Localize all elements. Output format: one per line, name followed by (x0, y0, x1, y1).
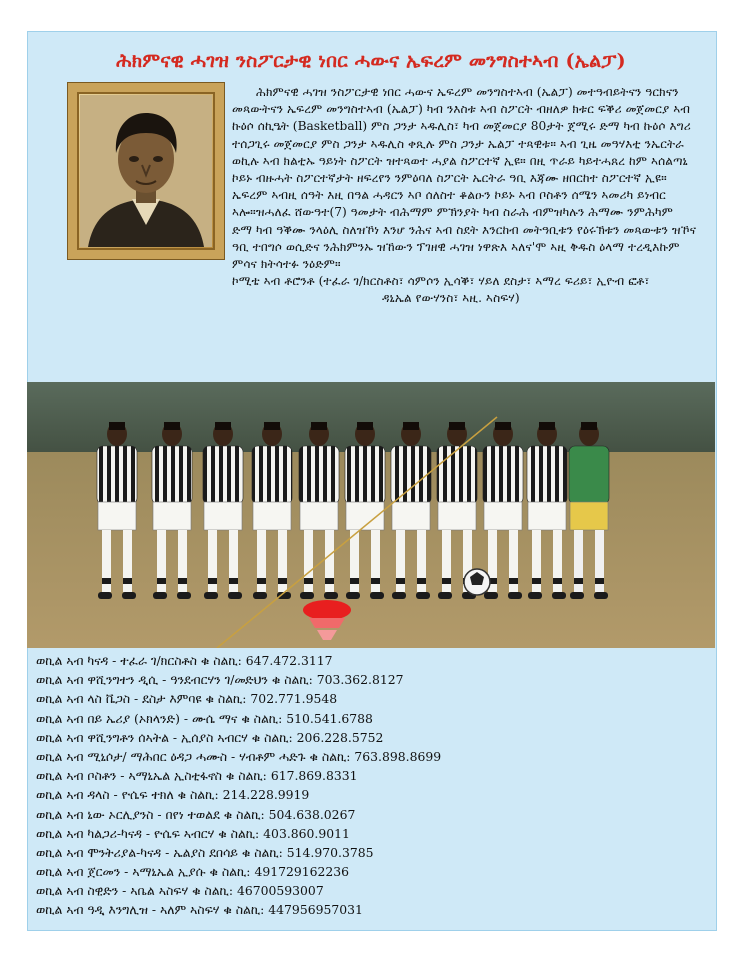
contact-phone: 403.860.9011 (263, 825, 350, 841)
contact-phone: 214.228.9919 (222, 787, 310, 803)
contact-phone-label: ቁ ስልኪ: (241, 844, 283, 860)
contact-city: ወኪል ኣብ ላስ ቬጋስ (36, 691, 130, 707)
committee-line: ኮሚቴ ኣብ ቶሮንቶ (ተፈራ ገ/ክርስቶስ፣ ሳምሶን ኢሳቕ፣ ሃይለ ደስታ፣ ኣማረ ፍሪይ፣ ኢዮብ ፎቶ፣ (232, 274, 650, 289)
contact-name: ኣለም ኣስፍሃ (160, 902, 220, 918)
contact-phone-label: ቁ ስልኪ: (251, 729, 293, 745)
contact-phone-label: ቁ ስልኪ: (225, 768, 267, 784)
contact-phone-label: ቁ ስልኪ: (177, 787, 219, 803)
portrait-figure (80, 95, 212, 247)
contact-name: ተፈራ ገ/ክርስቶስ (120, 653, 197, 668)
contact-city: ወኪል ኣብ ኒው ኦርሊያንስ (36, 806, 154, 822)
contact-name: ዮሴፍ ኣብርሃ (153, 825, 215, 841)
contact-phone: 617.869.8331 (270, 768, 358, 784)
contact-phone: 504.638.0267 (268, 806, 356, 822)
contact-phone-label: ቁ ስልኪ: (223, 902, 265, 918)
team-photo-drawing (27, 382, 715, 648)
contact-phone-label: ቁ ስልኪ: (309, 748, 351, 764)
contact-phone-label: ቁ ስልኪ: (209, 864, 251, 880)
contact-phone-label: ቁ ስልኪ: (218, 825, 260, 841)
contact-phone: 763.898.8699 (354, 748, 442, 764)
contact-phone-label: ቁ ስልኪ: (241, 710, 283, 726)
contact-phone: 46700593007 (236, 883, 324, 899)
contact-phone-label: ቁ ስልኪ: (205, 691, 247, 707)
contact-phone-label: ቁ ስልኪ: (192, 883, 234, 899)
contact-city: ወኪል ኣብ ካናዳ (36, 653, 109, 668)
contact-row: ወኪል ኣብ ቦስቶን - ኣማኒኤል ኢስቲፋኖስ ቁ ስልኪ: 617.869.8331 (36, 768, 358, 784)
contact-phone: 514.970.3785 (286, 844, 374, 860)
contact-row: ወኪል ኣብ ላስ ቬጋስ - ደስታ እምባዩ ቁ ስልኪ: 702.771.9548 (36, 691, 338, 707)
committee-line-continued: ዳኒኤል የውሃንስ፣ ኣዚ. ኣስፍሃ) (382, 291, 520, 306)
contact-name: ዓንደብርሃን ገ/መድህን (170, 672, 268, 688)
contact-name: በየነ ተወልደ (165, 806, 220, 822)
intro-text (232, 84, 697, 308)
contact-row: ወኪል ኣብ ኒው ኦርሊያንስ - በየነ ተወልደ ቁ ስልኪ: 504.638.0267 (36, 806, 356, 822)
contact-name: ዮሴፍ ተክለ (121, 787, 174, 803)
portrait-photo (80, 95, 212, 247)
contact-row: ወኪል ኣብ ጀርመን - ኣማኒኤል ኢያሱ ቁ ስልኪ: 491729162236 (36, 864, 350, 880)
contact-city: ወኪል ኣብ ካልጋሪ-ካናዳ (36, 825, 142, 841)
contact-city: ወኪል ኣብ ዳላስ (36, 787, 110, 803)
contact-row: ወኪል ኣብ ሞንትሪያል-ካናዳ - ኤልያስ ደበሳይ ቁ ስልኪ: 514.970.3785 (36, 844, 374, 860)
contact-row: ወኪል ኣብ ዓዲ እንግሊዝ - ኣለም ኣስፍሃ ቁ ስልኪ: 447956957031 (36, 902, 363, 918)
red-marker (303, 600, 351, 620)
contact-name: ኣቤል ኣስፍሃ (130, 883, 189, 899)
contact-city: ወኪል ኣብ ሚኒሶታ/ ማሕበር ዕዳጋ ሓሙስ (36, 748, 228, 764)
intro-paragraph: ሕክምናዊ ሓገዝ ንስፖርታዊ ነበር ሓውና ኤፍረም መንግስተኣብ (ኤልፓ) መተዓብይትናን ዓርክናን መጻውትናን ኤፍረም መንግስተኣብ (ኤልፓ) ካብ ንእስቱ ኣብ ስፖርት ብዘለዎ ክቱር ፍቕሪ መጀመርያ ኣብ ኩዕሶ ሰኪዔት (Basketball) ምስ ጋንታ ኣዱሊስ፣ ካብ መጀመርያ 80ታት ጀሚሩ ድማ ካብ ኩዕሶ እግሪ ተሰጋጊሩ መጀመርያ ምስ ጋንታ ኣዱሊስ ቀጺሉ ምስ ጋንታ ኤልፓ ተጻዊቱ። ኣብ ጊዜ መዓሃእቲ ንኤርትራ ወኪሉ ኣብ ክልቲኡ ዓይነት ስፖርት ዝተጻወተ ሓያል ስፖርተኛ ኢዩ። በዚ ጥራይ ካይተሓጸረ ከም ኣሰልጣኒ ኮይኑ ብዙሓት ስፖርተኛታት ዘፍረየን ንምዕባለ ስፖርት ኤርትራ ዓቢ እጃሙ ዘበርከተ ስፖርተኛ ኢዩ። ኤፍረም ኣብዚ ሰዓት እዚ በዓል ሓዳርን ኣቦ ሰለስተ ቆልዑን ኮይኑ ኣብ ቦስቶን ሰሜን ኣመሪካ ይነብር ኣሎ።ዝሓለፈ ሸውዓተ(7) ዓመታት ብሕማም ምኽንያት ካብ ስራሕ ብምዝካሉን ሕማሙ ንምሕካም ድማ ካብ ዓቕሙ ንላዕሊ ስለዝኾነ እንሆ ንሕና ኣብ ስደት እንርከብ መትዓቢቱን የዕሩኽቱን መጻውቱን ዝኾና ዓቢ ተበግሶ ወሲድና ንሕክምንኡ ዝኸውን ፕገዘዊ ሓገዝ ነዋጽእ ኣለና'ሞ ኣዚ ቅዱስ ዕላማ ተረዲእኩም ምሳና ክትሳተፉ ንዕድም። (232, 85, 697, 272)
contact-row: ወኪል ኣብ በይ ኤሪያ (ኦክላንድ) - ሙሴ ማና ቁ ስልኪ: 510.541.6788 (36, 710, 373, 726)
contact-city: ወኪል ኣብ ስዊድን (36, 883, 119, 899)
contact-city: ወኪል ኣብ በይ ኤሪያ (ኦክላንድ) (36, 710, 180, 726)
contact-city: ወኪል ኣብ ሞንትሪያል-ካናዳ (36, 844, 162, 860)
contact-row: ወኪል ኣብ ሚኒሶታ/ ማሕበር ዕዳጋ ሓሙስ - ሃብቶም ሓድጉ ቁ ስልኪ: 763.898.8699 (36, 748, 442, 764)
contact-name: ኣማኒኤል ኢስቲፋኖስ (128, 768, 222, 784)
contact-name: ኣማኒኤል ኢያሱ (132, 864, 206, 880)
portrait-frame (68, 83, 224, 259)
contact-name: ኤልያስ ደበሳይ (173, 844, 238, 860)
contact-city: ወኪል ኣብ ዋሺንግተን ዲሲ (36, 672, 159, 688)
flyer-title: ሕክምናዊ ሓገዝ ንስፖርታዊ ነበር ሓውና ኤፍረም መንግስተኣብ (ኤልፓ) (116, 50, 626, 72)
contact-row: ወኪል ኣብ ዳላስ - ዮሴፍ ተክለ ቁ ስልኪ: 214.228.9919 (36, 787, 310, 803)
contact-phone: 647.472.3117 (245, 653, 333, 668)
contact-phone-label: ቁ ስልኪ: (271, 672, 313, 688)
team-photo (27, 382, 715, 648)
contact-phone: 206.228.5752 (296, 729, 384, 745)
contact-row: ወኪል ኣብ ዋሺንግቶን ሰኣትል - ኢሰያስ ኣብርሃ ቁ ስልኪ: 206.228.5752 (36, 729, 384, 745)
contact-phone: 447956957031 (268, 902, 363, 918)
contact-phone: 510.541.6788 (286, 710, 373, 726)
contact-phone: 703.362.8127 (316, 672, 404, 688)
contact-name: ደስታ እምባዩ (142, 691, 202, 707)
contact-row: ወኪል ኣብ ካናዳ - ተፈራ ገ/ክርስቶስ ቁ ስልኪ: 647.472.3117 (36, 653, 333, 668)
contact-name: ሙሴ ማና (192, 710, 238, 726)
contact-city: ወኪል ኣብ ዓዲ እንግሊዝ (36, 902, 148, 918)
contact-city: ወኪል ኣብ ጀርመን (36, 864, 121, 880)
contact-city: ወኪል ኣብ ቦስቶን (36, 768, 117, 784)
contact-row: ወኪል ኣብ ስዊድን - ኣቤል ኣስፍሃ ቁ ስልኪ: 46700593007 (36, 883, 324, 899)
contact-phone-label: ቁ ስልኪ: (223, 806, 265, 822)
contact-phone: 702.771.9548 (250, 691, 338, 707)
contact-city: ወኪል ኣብ ዋሺንግቶን ሰኣትል (36, 729, 169, 745)
contact-phone: 491729162236 (254, 864, 350, 880)
contact-name: ሃብቶም ሓድጉ (239, 748, 306, 764)
contacts-list (36, 651, 706, 920)
contact-row: ወኪል ኣብ ካልጋሪ-ካናዳ - ዮሴፍ ኣብርሃ ቁ ስልኪ: 403.860.9011 (36, 825, 350, 841)
contact-phone-label: ቁ ስልኪ: (200, 653, 242, 668)
contact-row: ወኪል ኣብ ዋሺንግተን ዲሲ - ዓንደብርሃን ገ/መድህን ቁ ስልኪ: 703.362.8127 (36, 672, 404, 688)
contact-name: ኢሰያስ ኣብርሃ (181, 729, 248, 745)
red-marker-swirl (309, 618, 345, 628)
